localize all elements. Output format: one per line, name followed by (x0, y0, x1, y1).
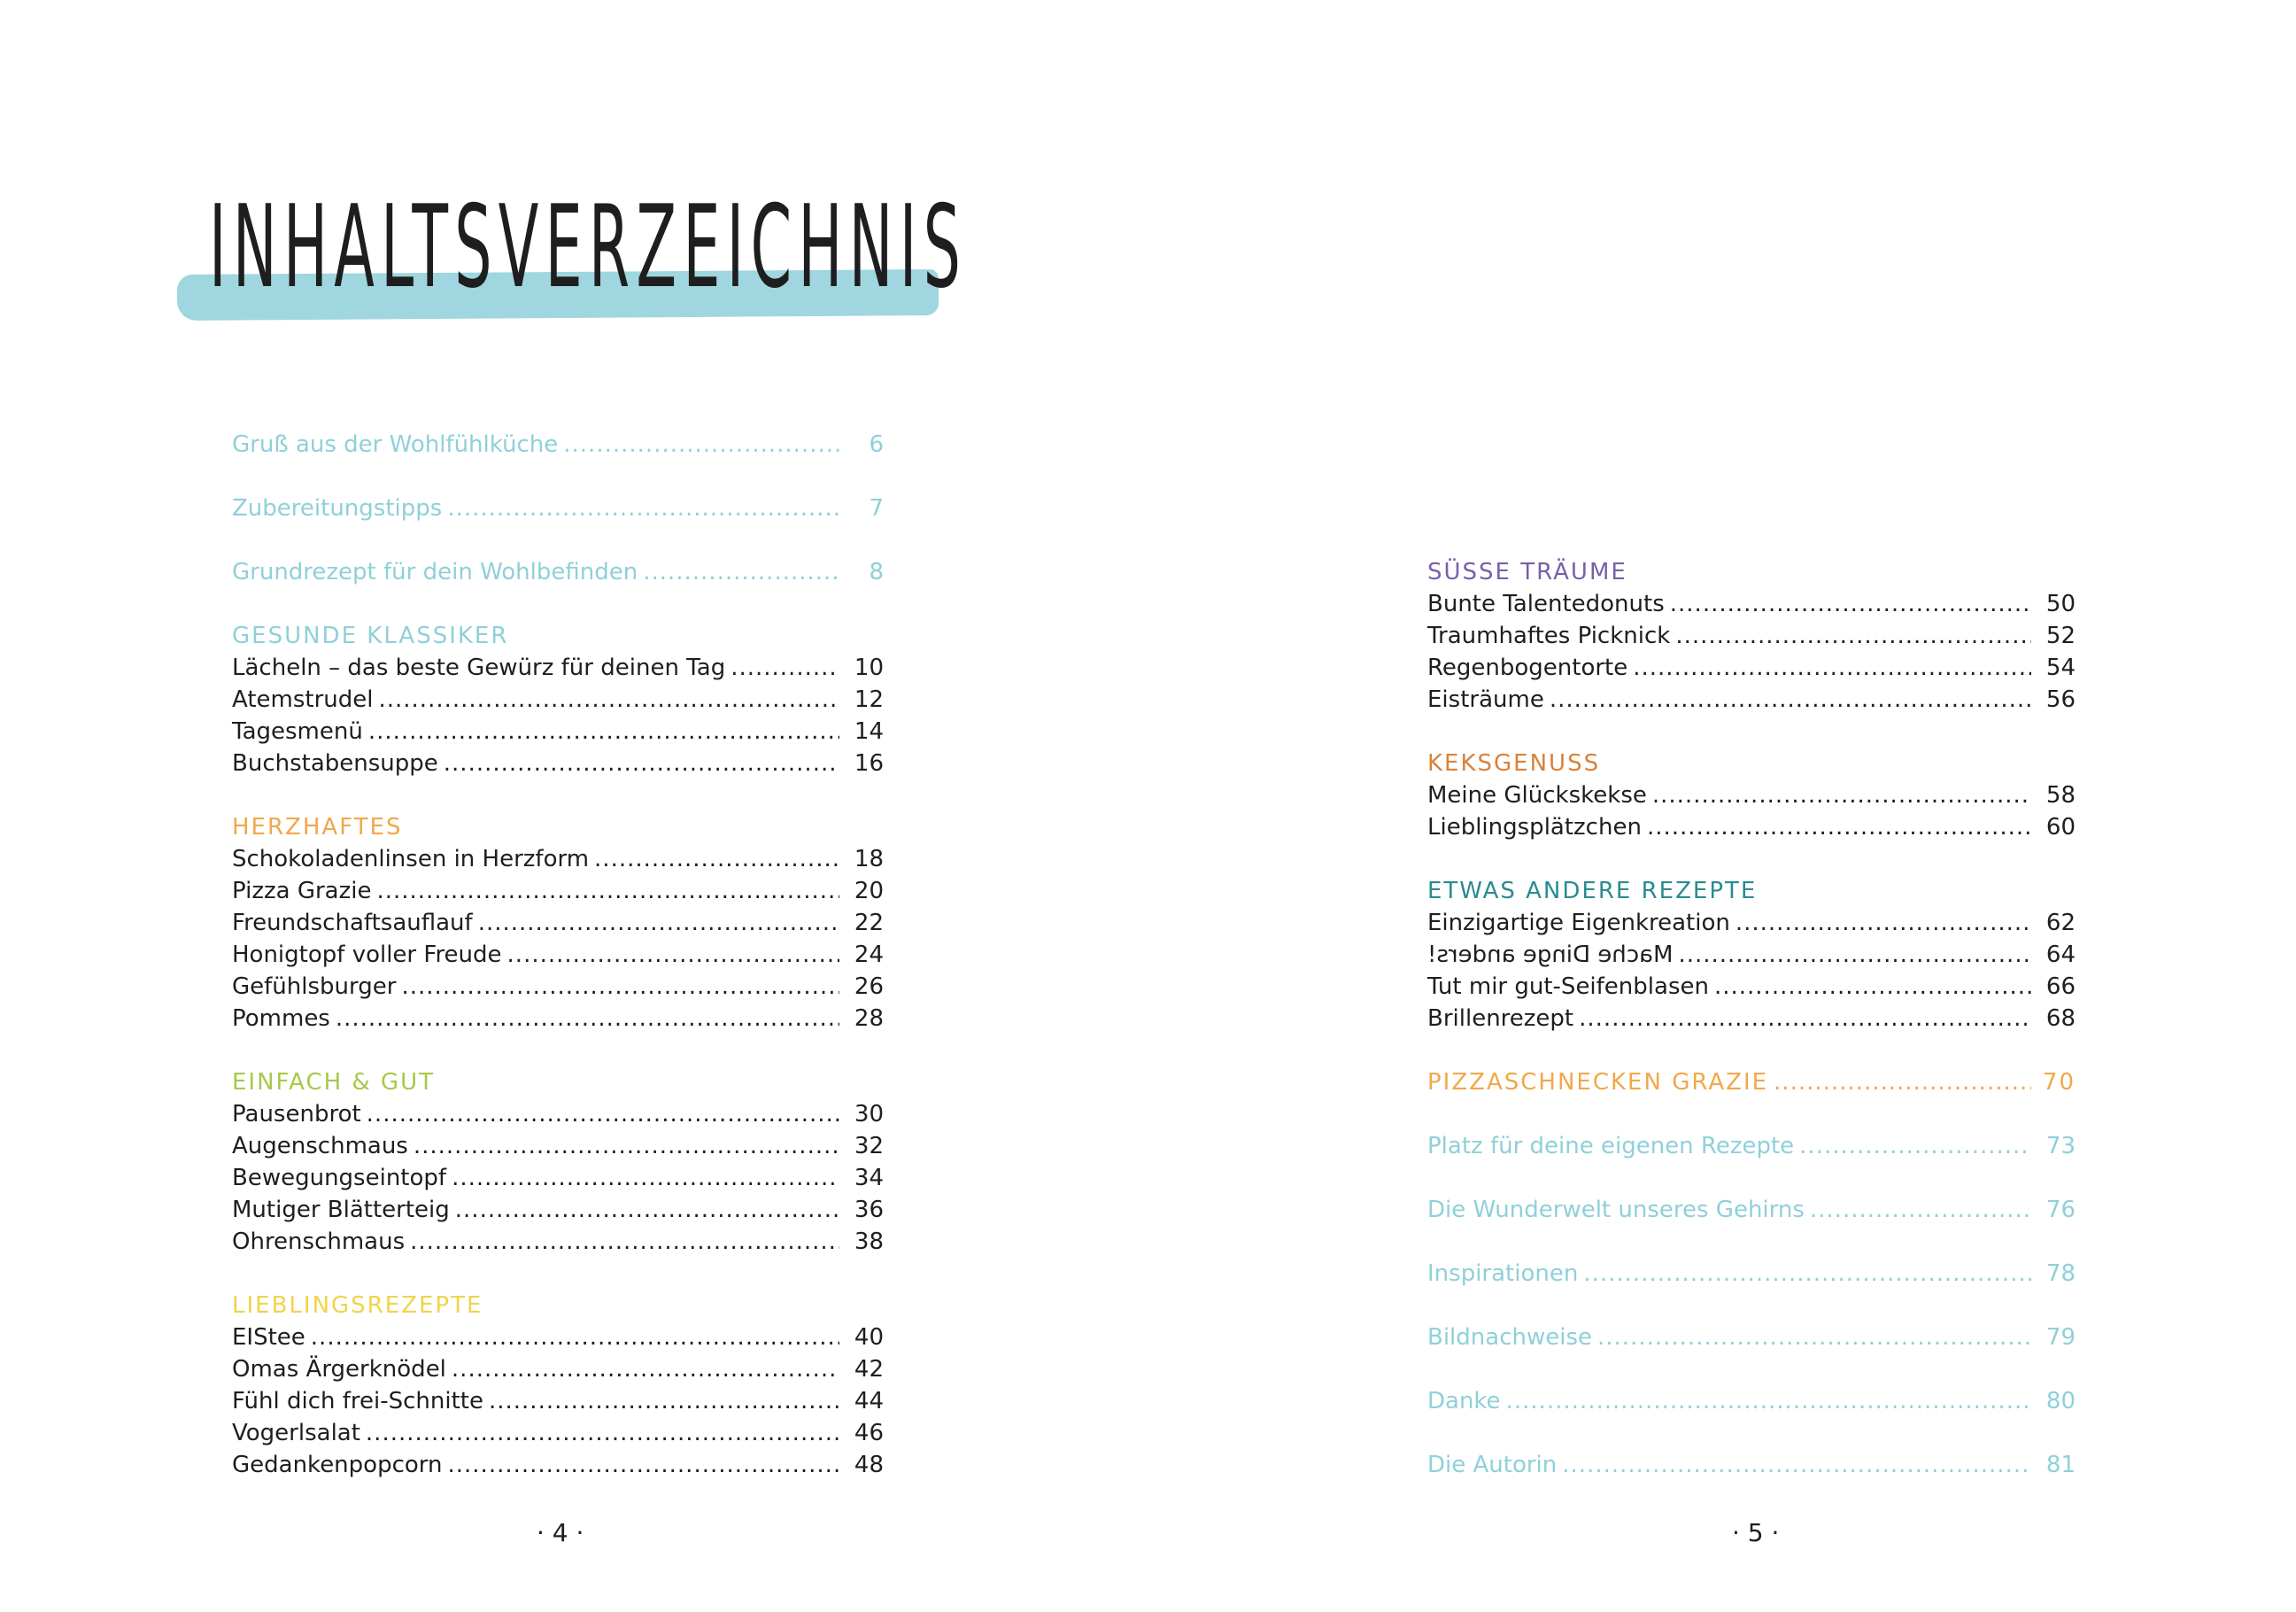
toc-entry[interactable] (232, 1130, 884, 1162)
section-etwas-andere-rezepte (1427, 875, 2076, 1035)
entry-page: 78 (2045, 1260, 2076, 1287)
entry-page: 36 (854, 1197, 884, 1223)
leader-dots (455, 1194, 839, 1226)
leader-dots (414, 1130, 839, 1162)
entry-label: Gedankenpopcorn (232, 1452, 443, 1478)
entry-label: Omas Ärgerknödel (232, 1356, 446, 1383)
toc-main-entry[interactable] (1427, 1258, 2076, 1290)
entry-page: 20 (854, 878, 884, 904)
leader-dots (1633, 652, 2031, 684)
leader-dots (1583, 1258, 2031, 1290)
entry-page: 62 (2045, 910, 2076, 936)
toc-entry[interactable] (1427, 779, 2076, 811)
leader-dots (1550, 684, 2031, 716)
leader-dots (507, 939, 839, 971)
leader-dots (452, 1353, 839, 1385)
entry-page: 42 (854, 1356, 884, 1383)
toc-entry[interactable] (232, 652, 884, 684)
toc-entry[interactable] (232, 1194, 884, 1226)
page-number: · 4 · (537, 1518, 584, 1547)
toc-entry[interactable] (232, 1417, 884, 1449)
toc-entry[interactable] (232, 716, 884, 748)
entry-label: Einzigartige Eigenkreation (1427, 910, 1730, 936)
entry-label: PIZZASCHNECKEN GRAZIE (1427, 1069, 1769, 1096)
entry-label: Bewegungseintopf (232, 1165, 447, 1191)
toc-entry[interactable] (232, 1353, 884, 1385)
entry-label: Gruß aus der Wohlfühlküche (232, 431, 559, 458)
leader-dots (1799, 1130, 2031, 1162)
entry-page: 58 (2045, 782, 2076, 809)
entry-label: Inspirationen (1427, 1260, 1579, 1287)
entry-label: EIStee (232, 1324, 305, 1351)
section-heading: GESUNDE KLASSIKER (232, 623, 509, 649)
toc-main-entry[interactable] (1427, 1449, 2076, 1481)
entry-label: Danke (1427, 1388, 1501, 1414)
toc-entry[interactable] (1427, 684, 2076, 716)
toc-main-entry[interactable] (232, 492, 884, 524)
entry-label: Tut mir gut-Seifenblasen (1427, 973, 1709, 1000)
entry-label: Ohrenschmaus (232, 1228, 406, 1255)
toc-main-entry[interactable] (1427, 1194, 2076, 1226)
entry-page: 18 (854, 846, 884, 872)
toc-entry[interactable] (1427, 907, 2076, 939)
leader-dots (444, 748, 839, 779)
leader-dots (563, 429, 839, 461)
leader-dots (1652, 779, 2031, 811)
entry-page: 6 (869, 431, 884, 458)
section-herzhaftes (232, 811, 884, 1035)
toc-entry[interactable] (232, 1321, 884, 1353)
toc-entry[interactable] (232, 843, 884, 875)
entry-label: Atemstrudel (232, 686, 374, 713)
toc-main-entry[interactable] (232, 556, 884, 588)
entry-page: 24 (854, 942, 884, 968)
section-keksgenuss (1427, 748, 2076, 843)
section-heading: EINFACH & GUT (232, 1069, 436, 1096)
entry-page: 7 (869, 495, 884, 522)
entry-label: Regenbogentorte (1427, 655, 1628, 681)
entry-label: Grundrezept für dein Wohlbefinden (232, 559, 638, 585)
entry-page: 22 (854, 910, 884, 936)
toc-pizza-entry[interactable] (1427, 1066, 2076, 1098)
entry-page: 10 (854, 655, 884, 681)
toc-entry[interactable] (232, 1226, 884, 1258)
toc-entry[interactable] (232, 971, 884, 1003)
entry-label: Gefühlsburger (232, 973, 397, 1000)
leader-dots (478, 907, 839, 939)
leader-dots (1774, 1066, 2031, 1098)
leader-dots (378, 684, 839, 716)
entry-page: 26 (854, 973, 884, 1000)
section-lieblingsrezepte (232, 1290, 884, 1481)
entry-label-mirrored: Mache Dinge anders! (1427, 942, 1674, 968)
toc-entry[interactable] (1427, 652, 2076, 684)
entry-label: Bunte Talentedonuts (1427, 591, 1665, 617)
toc-main-entry[interactable] (1427, 1385, 2076, 1417)
entry-label: Meine Glückskekse (1427, 782, 1647, 809)
entry-page: 8 (869, 559, 884, 585)
entry-label: Lieblingsplätzchen (1427, 814, 1642, 841)
entry-label: Buchstabensuppe (232, 750, 438, 777)
entry-page: 76 (2045, 1197, 2076, 1223)
leader-dots (489, 1385, 839, 1417)
page-title: INHALTSVERZEICHNIS (209, 182, 968, 314)
entry-page: 60 (2045, 814, 2076, 841)
toc-main-entry[interactable] (1427, 1321, 2076, 1353)
entry-label: Mutiger Blätterteig (232, 1197, 450, 1223)
entry-page: 80 (2045, 1388, 2076, 1414)
entry-label: Freundschaftsauflauf (232, 910, 473, 936)
leader-dots (643, 556, 839, 588)
entry-page: 46 (854, 1420, 884, 1446)
entry-page: 54 (2045, 655, 2076, 681)
leader-dots (311, 1321, 839, 1353)
entry-page: 66 (2045, 973, 2076, 1000)
entry-page: 12 (854, 686, 884, 713)
section-einfach-und-gut (232, 1066, 884, 1258)
entry-page: 64 (2045, 942, 2076, 968)
toc-main-entry[interactable] (232, 429, 884, 461)
leader-dots (1675, 620, 2031, 652)
leader-dots (1597, 1321, 2031, 1353)
toc-entry[interactable] (232, 1449, 884, 1481)
entry-label: Fühl dich frei-Schnitte (232, 1388, 483, 1414)
entry-page: 70 (2042, 1069, 2076, 1096)
entry-label: Schokoladenlinsen in Herzform (232, 846, 590, 872)
leader-dots (447, 492, 839, 524)
entry-page: 73 (2045, 1133, 2076, 1159)
entry-page: 14 (854, 718, 884, 745)
entry-label: Honigtopf voller Freude (232, 942, 502, 968)
toc-entry[interactable] (232, 684, 884, 716)
entry-label: Eisträume (1427, 686, 1544, 713)
section-heading: HERZHAFTES (232, 814, 403, 841)
toc-entry[interactable] (232, 939, 884, 971)
toc-entry[interactable] (232, 748, 884, 779)
leader-dots (367, 1098, 839, 1130)
section-heading: ETWAS ANDERE REZEPTE (1427, 878, 1758, 904)
toc-entry[interactable] (1427, 1003, 2076, 1035)
leader-dots (452, 1162, 839, 1194)
entry-page: 28 (854, 1005, 884, 1032)
entry-label: Die Wunderwelt unseres Gehirns (1427, 1197, 1805, 1223)
entry-label: Die Autorin (1427, 1452, 1558, 1478)
entry-label: Zubereitungstipps (232, 495, 443, 522)
entry-page: 52 (2045, 623, 2076, 649)
leader-dots (1579, 1003, 2031, 1035)
entry-page: 32 (854, 1133, 884, 1159)
entry-page: 40 (854, 1324, 884, 1351)
leader-dots (368, 716, 839, 748)
entry-label: Vogerlsalat (232, 1420, 360, 1446)
toc-entry[interactable] (1427, 588, 2076, 620)
title-block (175, 182, 968, 325)
leader-dots (1562, 1449, 2031, 1481)
leader-dots (1678, 939, 2031, 971)
leader-dots (594, 843, 839, 875)
entry-label: Tagesmenü (232, 718, 363, 745)
leader-dots (401, 971, 839, 1003)
toc-entry[interactable] (1427, 620, 2076, 652)
leader-dots (1506, 1385, 2031, 1417)
leader-dots (1647, 811, 2031, 843)
entry-page: 34 (854, 1165, 884, 1191)
toc-main-entry[interactable] (1427, 1130, 2076, 1162)
entry-page: 81 (2045, 1452, 2076, 1478)
leader-dots (1714, 971, 2031, 1003)
entry-label: Traumhaftes Picknick (1427, 623, 1671, 649)
entry-page: 50 (2045, 591, 2076, 617)
entry-label: Bildnachweise (1427, 1324, 1592, 1351)
entry-page: 16 (854, 750, 884, 777)
toc-entry[interactable] (232, 875, 884, 907)
toc-entry[interactable] (1427, 939, 2076, 971)
toc-entry[interactable] (1427, 971, 2076, 1003)
leader-dots (1670, 588, 2031, 620)
toc-entry[interactable] (1427, 811, 2076, 843)
leader-dots (731, 652, 839, 684)
page-number: · 5 · (1732, 1518, 1780, 1547)
entry-page: 44 (854, 1388, 884, 1414)
leader-dots (410, 1226, 839, 1258)
section-heading: KEKSGENUSS (1427, 750, 1601, 777)
toc-entry[interactable] (232, 1162, 884, 1194)
entry-page: 30 (854, 1101, 884, 1128)
entry-page: 38 (854, 1228, 884, 1255)
toc-right (1427, 556, 2076, 1481)
section-suesse-traeume (1427, 556, 2076, 716)
section-gesunde-klassiker (232, 620, 884, 779)
toc-entry[interactable] (232, 1003, 884, 1035)
entry-label: Brillenrezept (1427, 1005, 1574, 1032)
entry-label: Pausenbrot (232, 1101, 361, 1128)
leader-dots (448, 1449, 840, 1481)
toc-entry[interactable] (232, 1098, 884, 1130)
leader-dots (1810, 1194, 2031, 1226)
section-heading: LIEBLINGSREZEPTE (232, 1292, 483, 1319)
section-heading: SÜSSE TRÄUME (1427, 559, 1627, 585)
entry-label: Platz für deine eigenen Rezepte (1427, 1133, 1795, 1159)
entry-page: 56 (2045, 686, 2076, 713)
leader-dots (336, 1003, 839, 1035)
entry-page: 48 (854, 1452, 884, 1478)
leader-dots (1736, 907, 2031, 939)
entry-label: Pizza Grazie (232, 878, 372, 904)
entry-page: 79 (2045, 1324, 2076, 1351)
entry-label: Pommes (232, 1005, 330, 1032)
entry-page: 68 (2045, 1005, 2076, 1032)
toc-left (232, 429, 884, 1481)
entry-label: Lächeln – das beste Gewürz für deinen Tag (232, 655, 726, 681)
entry-label: Augenschmaus (232, 1133, 408, 1159)
toc-entry[interactable] (232, 1385, 884, 1417)
leader-dots (366, 1417, 839, 1449)
toc-entry[interactable] (232, 907, 884, 939)
leader-dots (376, 875, 839, 907)
